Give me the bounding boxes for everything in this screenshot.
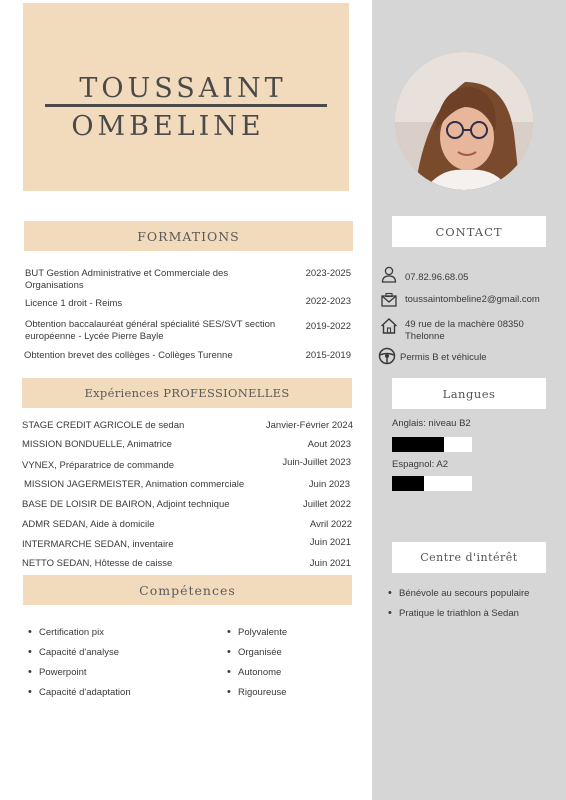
experience-label: BASE DE LOISIR DE BAIRON, Adjoint technique: [22, 499, 230, 510]
name-first-line: TOUSSAINT: [79, 73, 287, 104]
contact-permis-text: Permis B et véhicule: [400, 352, 487, 363]
person-icon: [380, 266, 398, 284]
skill-item: • Capacité d'adaptation: [39, 687, 131, 698]
formation-date: 2022-2023: [305, 296, 351, 307]
formation-label: Obtention baccalauréat général spécialité SES/SVT section européenne - Lycée Pierre Bayle: [25, 319, 276, 342]
contact-email-text: toussaintombeline2@gmail.com: [405, 294, 540, 305]
skill-item: • Autonome: [238, 667, 281, 678]
experience-item: [22, 439, 351, 453]
experience-label: NETTO SEDAN, Hôtesse de caisse: [22, 558, 173, 569]
experience-date: Juillet 2022: [302, 499, 351, 510]
formation-label: BUT Gestion Administrative et Commerciale des Organisations: [25, 268, 229, 291]
profile-photo-image: [395, 52, 533, 190]
experience-item: [22, 420, 353, 434]
skill-item: • Capacité d'analyse: [39, 647, 119, 658]
experience-date: Janvier-Février 2024: [265, 420, 353, 431]
skill-item: • Organisée: [238, 647, 282, 658]
experience-date: Juin 2021: [309, 558, 351, 569]
experience-item: [22, 558, 351, 572]
experience-label: MISSION JAGERMEISTER, Animation commerciale: [24, 479, 245, 490]
contact-phone-text: 07.82.96.68.05: [405, 272, 469, 283]
language-label: Espagnol: A2: [392, 459, 448, 470]
formation-label: Obtention brevet des collèges - Collèges Turenne: [24, 350, 233, 361]
language-label: Anglais: niveau B2: [392, 418, 471, 429]
home-icon: [380, 317, 398, 335]
experience-item: [22, 457, 351, 474]
contact-address-line2: Thelonne: [405, 331, 445, 342]
skill-item: • Polyvalente: [238, 627, 287, 638]
name-second-line: OMBELINE: [71, 111, 265, 142]
formation-item: [25, 298, 351, 312]
skill-item: • Certification pix: [39, 627, 104, 638]
skill-item: • Powerpoint: [39, 667, 87, 678]
experience-date: Juin 2021: [309, 537, 351, 548]
experience-label: MISSION BONDUELLE, Animatrice: [22, 439, 172, 450]
section-interets: Centre d'intérêt: [392, 542, 546, 573]
experience-date: Juin-Juillet 2023: [282, 457, 351, 468]
section-competences: Compétences: [23, 575, 352, 605]
language-level-bar: [392, 476, 472, 491]
formation-date: 2015-2019: [305, 350, 351, 361]
interest-item: • Pratique le triathlon à Sedan: [399, 608, 519, 619]
section-langues: Langues: [392, 378, 546, 409]
interest-item: • Bénévole au secours populaire: [399, 588, 529, 599]
section-experiences: Expériences PROFESSIONELLES: [22, 378, 352, 408]
contact-phone: [380, 266, 566, 286]
name-divider: [45, 104, 327, 107]
skill-item: • Rigoureuse: [238, 687, 287, 698]
formation-date: 2019-2022: [305, 321, 351, 332]
formation-label: Licence 1 droit - Reims: [25, 298, 123, 309]
formation-item: [25, 319, 351, 345]
experience-date: Avril 2022: [309, 519, 352, 530]
language-level-fill: [392, 437, 444, 452]
envelope-icon: [380, 291, 398, 309]
experience-item: [22, 519, 352, 533]
experience-date: Aout 2023: [307, 439, 351, 450]
experience-item: [24, 479, 350, 493]
experience-label: INTERMARCHE SEDAN, inventaire: [22, 539, 174, 550]
formation-item: [25, 268, 351, 294]
name-header: [23, 3, 349, 191]
contact-permis: [378, 347, 564, 367]
experience-item: [22, 499, 351, 513]
experience-label: STAGE CREDIT AGRICOLE de sedan: [22, 420, 185, 431]
contact-address: [380, 317, 566, 343]
steering-wheel-icon: [378, 347, 396, 365]
language-level-fill: [392, 476, 424, 491]
experience-date: Juin 2023: [308, 479, 350, 490]
section-formations: FORMATIONS: [24, 221, 353, 251]
experience-label: VYNEX, Préparatrice de commande: [22, 460, 175, 471]
experience-label: ADMR SEDAN, Aide à domicile: [22, 519, 155, 530]
contact-address-line1: 49 rue de la machère 08350: [405, 319, 524, 330]
language-level-bar: [392, 437, 472, 452]
formation-item: [24, 350, 351, 364]
profile-photo: [395, 52, 533, 190]
formation-date: 2023-2025: [305, 268, 351, 279]
section-contact: CONTACT: [392, 216, 546, 247]
experience-item: [22, 539, 351, 553]
contact-email: [380, 291, 566, 311]
